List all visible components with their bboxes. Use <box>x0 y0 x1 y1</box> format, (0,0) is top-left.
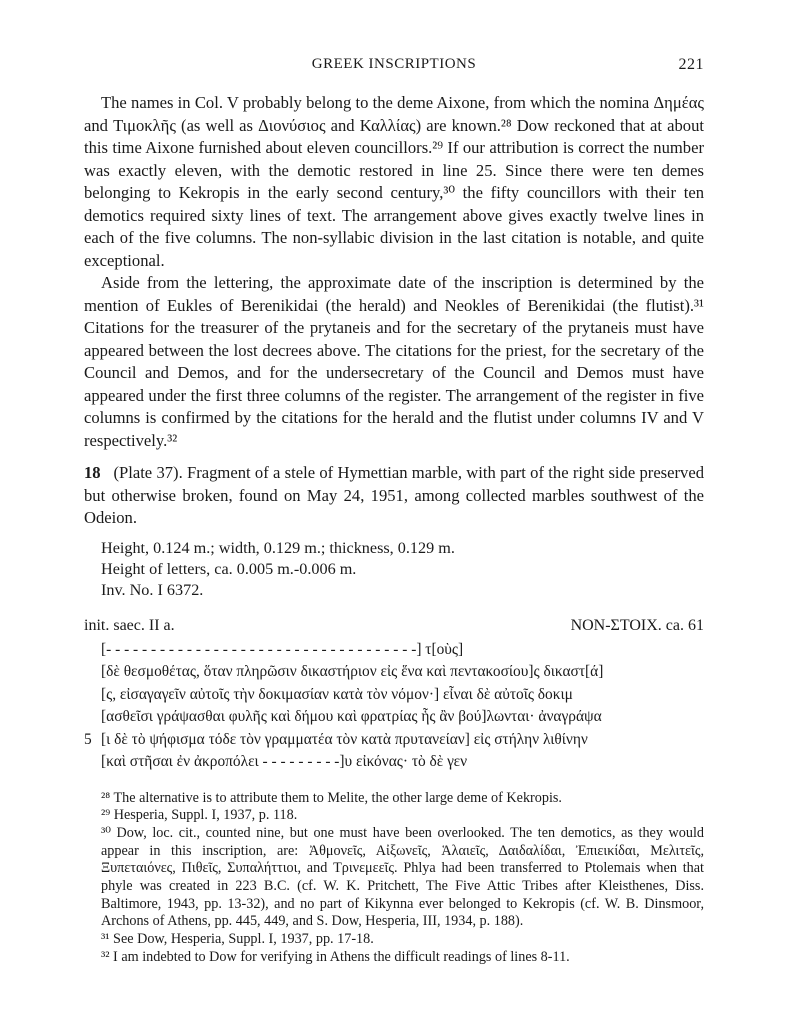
running-title: GREEK INSCRIPTIONS <box>311 56 477 72</box>
page <box>84 52 704 967</box>
entry-description <box>84 462 704 530</box>
paragraph-1: The names in Col. V probably belong to the deme Aixone, from which the nomina Δημέας and Τιμοκλῆς (as well as Διονύσιος and Καλλίας) are known.²⁸ Dow reckoned that at about this time Aixone furnished about eleven councillors.²⁹ If our attribution is correct the number was exactly eleven, with the demotic restored in line 25. Since there were ten demes belonging to Kekropis in the early second century,³⁰ the fifty councillors with their ten demotics required sixty lines of text. The arrangement above gives exactly twelve lines in each of the five columns. The non-syllabic division in the last citation is notable, and quite exceptional. <box>84 93 704 270</box>
inscription-header <box>84 617 704 639</box>
line-text: [ς, εἰσαγαγεῖν αὐτοῖς τὴν δοκιμασίαν κατὰ τὸν νόμον·] εἶναι δὲ αὐτοῖς δοκιμ <box>101 685 573 703</box>
running-header <box>84 52 704 78</box>
inscription-line <box>84 751 704 774</box>
inscription-style: NON-ΣΤΟΙΧ. ca. 61 <box>570 616 704 634</box>
inscription-line <box>84 706 704 729</box>
inscription-text <box>84 639 704 774</box>
footnote-30: ³⁰ Dow, loc. cit., counted nine, but one must have been overlooked. The ten demotics, as they would appear in this inscription, are: Ἀθμονεῖς, Αἰξωνεῖς, Ἁλαιεῖς, Δαιδαλίδαι, Ἐπιεικίδαι, Μελιτεῖς, Ξυπεταιόνες, Πιθεῖς, Συπαλήττιοι, and Τρινεμεεῖς. Phlya had been transferred to Ptolemais when that phyle was created in 223 B.C. (cf. W. K. Pritchett, The Five Attic Tribes after Kleisthenes, Diss. Baltimore, 1943, pp. 13-32), and no part of Kikynna ever belonged to Kekropis (cf. W. B. Dinsmoor, Archons of Athens, pp. 445, 449, and S. Dow, Hesperia, III, 1934, p. 188). <box>101 824 704 930</box>
footnotes <box>84 790 704 967</box>
line-number: 5 <box>84 730 92 748</box>
measurement-letters: Height of letters, ca. 0.005 m.-0.006 m. <box>101 559 357 578</box>
page-number: 221 <box>678 56 704 73</box>
entry-text: (Plate 37). Fragment of a stele of Hymettian marble, with part of the right side preserved but otherwise broken, found on May 24, 1951, among collected marbles southwest of the Odeion. <box>84 463 704 527</box>
inscription-line <box>84 639 704 662</box>
entry-number: 18 <box>84 463 101 482</box>
line-text: [ασθεῖσι γράψασθαι φυλῆς καὶ δήμου καὶ φρατρίας ἧς ἂν βού]λωνται· ἀναγράψα <box>101 708 602 725</box>
measurement-dimensions: Height, 0.124 m.; width, 0.129 m.; thickness, 0.129 m. <box>101 538 455 557</box>
inscription-line <box>84 684 704 707</box>
footnote-29: ²⁹ Hesperia, Suppl. I, 1937, p. 118. <box>101 807 298 824</box>
footnote-31: ³¹ See Dow, Hesperia, Suppl. I, 1937, pp. 17-18. <box>101 931 374 948</box>
line-text: [δὲ θεσμοθέτας, ὅταν πληρῶσιν δικαστήριον εἰς ἕνα καὶ πεντακοσίου]ς δικαστ[ά] <box>101 663 604 680</box>
footnote-28: ²⁸ The alternative is to attribute them to Melite, the other large deme of Kekropis. <box>101 789 562 806</box>
line-text: [ι δὲ τὸ ψήφισμα τόδε τὸν γραμματέα τὸν κατὰ πρυτανείαν] εἰς στήλην λιθίνην <box>101 730 588 748</box>
inscription-line <box>84 729 704 752</box>
paragraph-2: Aside from the lettering, the approximate date of the inscription is determined by the mention of Eukles of Berenikidai (the herald) and Neokles of Berenikidai (the flutist).³¹ Citations for the treasurer of the prytaneis and for the secretary of the prytaneis must have appeared between the lost decrees above. The citations for the priest, for the secretary of the Council and Demos, and for the undersecretary of the Council and Demos must have appeared under the first three columns of the register. The arrangement of the register in five columns is confirmed by the citations for the herald and the flutist under columns IV and V respectively.³² <box>84 273 704 450</box>
inscription-line <box>84 661 704 684</box>
inventory-number: Inv. No. I 6372. <box>101 580 204 599</box>
inscription-date: init. saec. II a. <box>84 616 175 634</box>
measurements <box>101 538 704 601</box>
footnote-32: ³² I am indebted to Dow for verifying in Athens the difficult readings of lines 8-11. <box>101 948 570 965</box>
line-text: [- - - - - - - - - - - - - - - - - - - - - - - - - - - - - - - - - - -] τ[οὺς] <box>101 640 464 658</box>
line-text: [καὶ στῆσαι ἐν ἀκροπόλει - - - - - - - - -]υ εἰκόνας· τὸ δὲ γεν <box>101 753 468 770</box>
